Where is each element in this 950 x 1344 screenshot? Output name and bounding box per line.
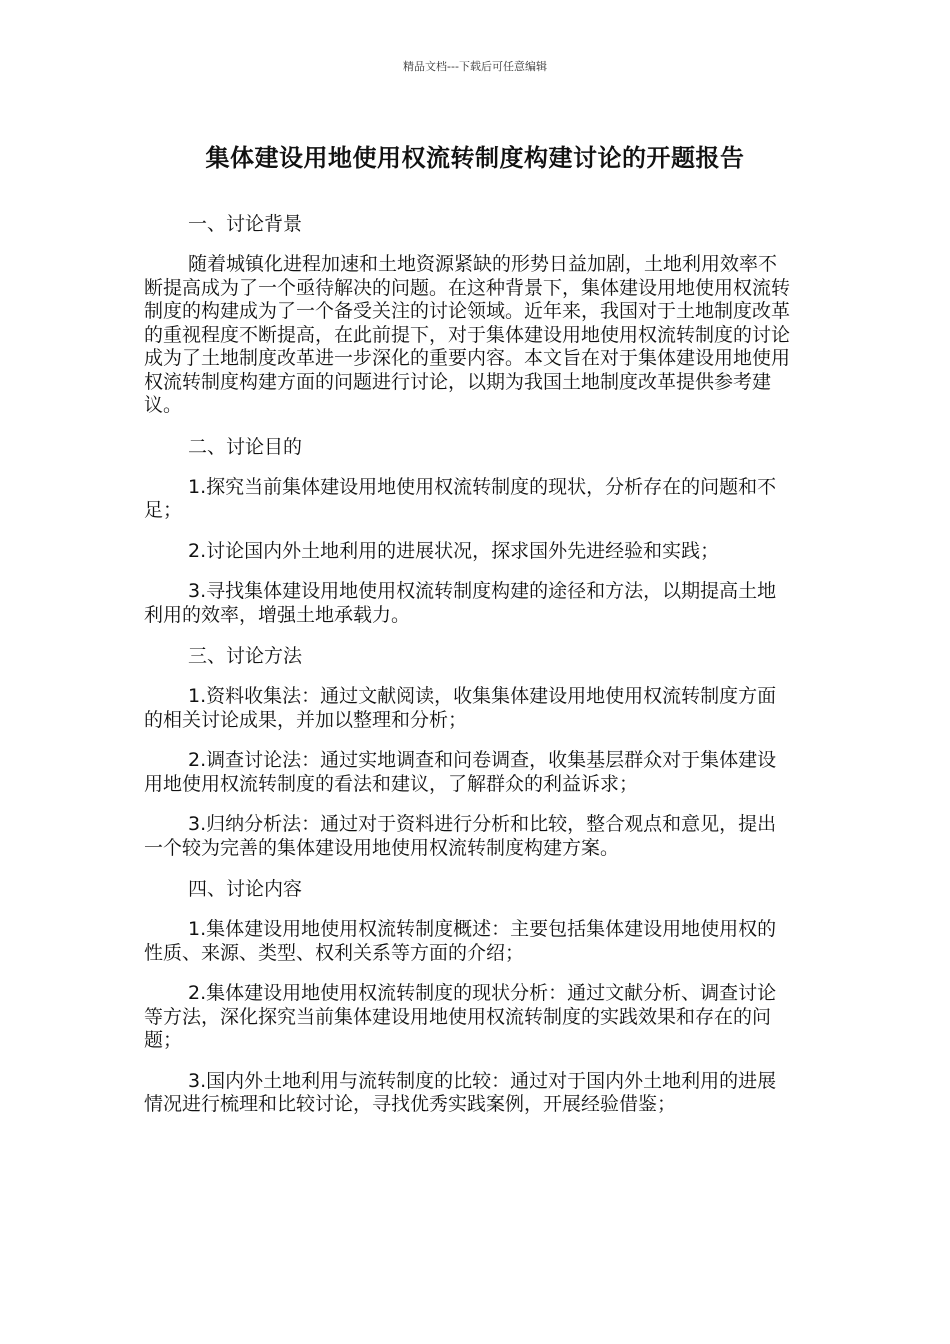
section-heading-background: 一、讨论背景 xyxy=(188,213,303,235)
section-heading-method: 三、讨论方法 xyxy=(188,645,303,667)
content-item-1: 1.集体建设用地使用权流转制度概述：主要包括集体建设用地使用权的性质、来源、类型、权利关系等方面的介绍； xyxy=(144,918,777,964)
document-body xyxy=(144,212,792,1134)
method-item-2: 2.调查讨论法：通过实地调查和问卷调查，收集基层群众对于集体建设用地使用权流转制度的看法和建议，了解群众的利益诉求； xyxy=(144,749,777,795)
content-item-3: 3.国内外土地利用与流转制度的比较：通过对于国内外土地利用的进展情况进行梳理和比较讨论，寻找优秀实践案例，开展经验借鉴； xyxy=(144,1069,777,1115)
header-note: 精品文档---下载后可任意编辑 xyxy=(403,60,547,73)
section-heading-content: 四、讨论内容 xyxy=(188,878,303,900)
section-heading-purpose: 二、讨论目的 xyxy=(188,435,303,458)
background-paragraph: 随着城镇化进程加速和土地资源紧缺的形势日益加剧，土地利用效率不断提高成为了一个亟待解决的问题。在这种背景下，集体建设用地使用权流转制度的构建成为了一个备受关注的讨论领域。近年来，我国对于土地制度改革的重视程度不断提高，在此前提下，对于集体建设用地使用权流转制度的讨论成为了土地制度改革进一步深化的重要内容。本文旨在对于集体建设用地使用权流转制度构建方面的问题进行讨论，以期为我国土地制度改革提供参考建议。 xyxy=(144,253,791,416)
content-item-2: 2.集体建设用地使用权流转制度的现状分析：通过文献分析、调查讨论等方法，深化探究当前集体建设用地使用权流转制度的实践效果和存在的问题； xyxy=(144,982,777,1051)
purpose-item-1: 1.探究当前集体建设用地使用权流转制度的现状，分析存在的问题和不足； xyxy=(144,475,777,521)
purpose-item-3: 3.寻找集体建设用地使用权流转制度构建的途径和方法，以期提高土地利用的效率，增强土地承载力。 xyxy=(144,580,777,626)
document-title: 集体建设用地使用权流转制度构建讨论的开题报告 xyxy=(205,144,745,172)
purpose-item-2: 2.讨论国内外土地利用的进展状况，探求国外先进经验和实践； xyxy=(188,539,720,562)
method-item-3: 3.归纳分析法：通过对于资料进行分析和比较，整合观点和意见，提出一个较为完善的集体建设用地使用权流转制度构建方案。 xyxy=(144,813,777,859)
method-item-1: 1.资料收集法：通过文献阅读，收集集体建设用地使用权流转制度方面的相关讨论成果，并加以整理和分析； xyxy=(144,685,777,731)
